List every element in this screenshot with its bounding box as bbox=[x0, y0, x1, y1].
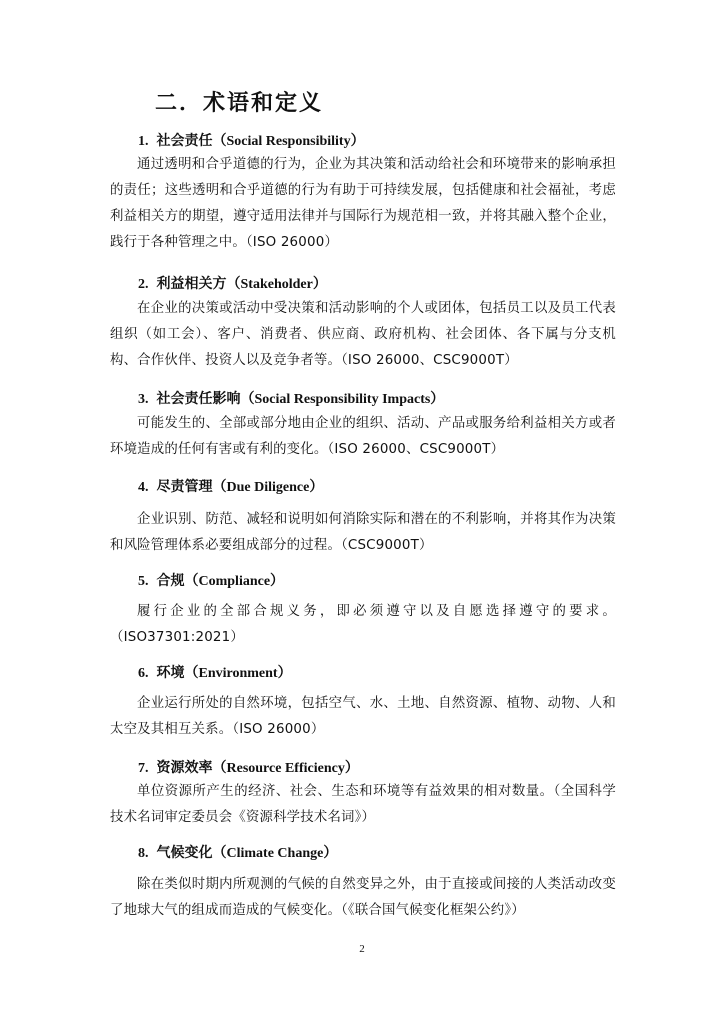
term-heading-sr-impacts bbox=[138, 388, 444, 408]
term-number: 2. bbox=[138, 277, 149, 292]
term-title-zh: 合规 bbox=[156, 573, 185, 589]
term-number: 1. bbox=[138, 134, 149, 149]
section-heading: 二．术语和定义 bbox=[155, 91, 324, 116]
term-number: 6. bbox=[138, 666, 149, 681]
term-title-en: （Resource Efficiency） bbox=[212, 761, 359, 776]
term-number: 4. bbox=[138, 480, 149, 495]
term-title-en: （Environment） bbox=[184, 666, 292, 681]
term-title-zh: 社会责任 bbox=[156, 133, 213, 149]
term-title-zh: 资源效率 bbox=[156, 760, 213, 776]
term-title-zh: 社会责任影响 bbox=[156, 391, 241, 407]
term-number: 8. bbox=[138, 846, 149, 861]
term-title-en: （Compliance） bbox=[184, 574, 285, 589]
term-heading-environment bbox=[138, 662, 292, 682]
term-heading-climate-change bbox=[138, 842, 337, 862]
term-title-zh: 尽责管理 bbox=[156, 479, 213, 495]
term-definition-due-diligence: 企业识别、防范、减轻和说明如何消除实际和潜在的不利影响，并将其作为决策和风险管理体系必要组成部分的过程。（CSC9000T） bbox=[110, 512, 616, 553]
term-number: 5. bbox=[138, 574, 149, 589]
page-number: 2 bbox=[359, 943, 365, 955]
term-title-zh: 环境 bbox=[156, 665, 185, 681]
term-heading-social-responsibility bbox=[138, 130, 365, 150]
term-number: 3. bbox=[138, 392, 149, 407]
term-title-en: （Social Responsibility） bbox=[212, 134, 365, 149]
term-heading-due-diligence bbox=[138, 476, 323, 496]
term-number: 7. bbox=[138, 761, 149, 776]
term-definition-resource-efficiency: 单位资源所产生的经济、社会、生态和环境等有益效果的相对数量。（全国科学技术名词审定委员会《资源科学技术名词》） bbox=[110, 784, 616, 825]
term-definition-compliance: 履行企业的全部合规义务，即必须遵守以及自愿选择遵守的要求。（ISO37301:2021） bbox=[110, 604, 616, 645]
term-heading-stakeholder bbox=[138, 273, 327, 293]
term-title-en: （Climate Change） bbox=[212, 846, 338, 861]
term-title-zh: 气候变化 bbox=[156, 845, 213, 861]
term-heading-compliance bbox=[138, 570, 284, 590]
term-definition-sr-impacts: 可能发生的、全部或部分地由企业的组织、活动、产品或服务给利益相关方或者环境造成的任何有害或有利的变化。（ISO 26000、CSC9000T） bbox=[110, 416, 616, 457]
term-definition-social-responsibility: 通过透明和合乎道德的行为，企业为其决策和活动给社会和环境带来的影响承担的责任；这些透明和合乎道德的行为有助于可持续发展，包括健康和社会福祉，考虑利益相关方的期望，遵守适用法律并与国际行为规范相一致，并将其融入整个企业，践行于各种管理之中。（ISO 26000） bbox=[110, 157, 616, 250]
term-title-en: （Social Responsibility Impacts） bbox=[240, 392, 445, 407]
term-title-zh: 利益相关方 bbox=[156, 276, 227, 292]
term-title-en: （Stakeholder） bbox=[226, 277, 327, 292]
term-definition-climate-change: 除在类似时期内所观测的气候的自然变异之外，由于直接或间接的人类活动改变了地球大气的组成而造成的气候变化。（《联合国气候变化框架公约》） bbox=[110, 877, 616, 918]
term-heading-resource-efficiency bbox=[138, 757, 359, 777]
term-definition-stakeholder: 在企业的决策或活动中受决策和活动影响的个人或团体，包括员工以及员工代表组织（如工会）、客户、消费者、供应商、政府机构、社会团体、各下属与分支机构、合作伙伴、投资人以及竞争者等。（ISO 26000、CSC9000T） bbox=[110, 301, 616, 368]
term-title-en: （Due Diligence） bbox=[212, 480, 324, 495]
term-definition-environment: 企业运行所处的自然环境，包括空气、水、土地、自然资源、植物、动物、人和太空及其相互关系。（ISO 26000） bbox=[110, 696, 616, 737]
